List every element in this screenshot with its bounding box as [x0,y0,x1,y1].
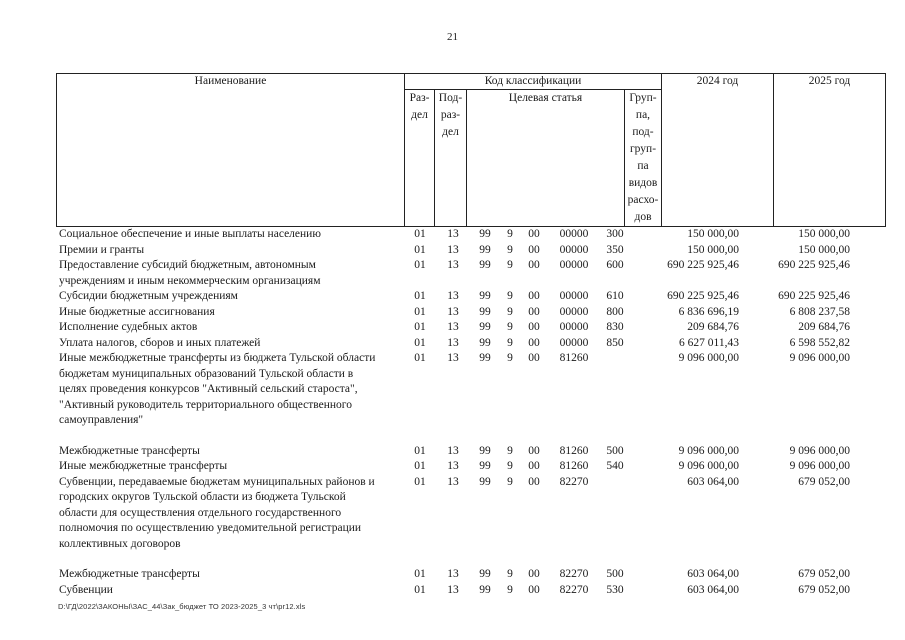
row-code-p: 13 [447,568,459,580]
row-code-c1: 99 [479,475,491,488]
row-code-p: 13 [447,583,459,596]
table-row [56,227,853,243]
header-gruppa [625,90,662,227]
page-number: 21 [447,31,458,43]
row-name [59,258,404,289]
row-code-g: 530 [606,583,624,596]
row-code-c3: 00 [528,444,540,457]
row-code-c1: 99 [479,228,491,240]
row-value-2024: 690 225 925,46 [667,290,739,302]
row-code-c1: 99 [479,259,491,271]
row-code-c1: 99 [479,321,491,333]
row-value-2025: 9 096 000,00 [789,352,850,364]
row-value-2025: 679 052,00 [798,568,850,580]
table-row [56,567,853,583]
row-code-c3: 00 [528,321,540,333]
row-name [59,227,404,243]
header-name: Наименование [57,74,405,227]
row-code-p: 13 [447,460,459,472]
row-name-line: целях проведения конкурсов "Активный сельский староста", [59,383,358,395]
row-code-g: 800 [606,305,624,318]
row-name-line: коллективных договоров [59,537,181,550]
row-code-g: 500 [606,444,624,457]
header-word: па, [635,109,651,121]
row-code-c1: 99 [479,583,491,596]
row-code-c1: 99 [479,444,491,457]
row-value-2024: 9 096 000,00 [678,444,739,457]
header-code: Код классификации [405,74,662,90]
row-code-c4: 00000 [559,228,589,240]
row-value-2024: 209 684,76 [687,321,739,333]
row-value-2025: 6 808 237,58 [789,305,850,318]
row-code-c2: 9 [507,475,513,488]
header-word: дов [634,211,652,223]
table-row [56,459,853,475]
row-code-r: 01 [414,460,426,472]
row-name-line: Уплата налогов, сборов и иных платежей [59,336,261,349]
row-name [59,336,404,352]
row-name-line: бюджетам муниципальных образований Тульской области в [59,367,354,380]
table-row [56,243,853,259]
table-row [56,475,853,568]
row-value-2024: 9 096 000,00 [678,352,739,364]
row-name [59,289,404,305]
row-code-r: 01 [414,568,426,580]
row-code-c3: 00 [528,583,540,596]
row-code-r: 01 [414,336,426,349]
row-code-c4: 00000 [559,336,589,349]
row-value-2024: 150 000,00 [687,228,739,240]
table-row [56,351,853,444]
row-value-2024: 6 836 696,19 [678,305,739,318]
header-word: па [637,160,649,172]
row-code-g: 540 [606,460,624,472]
header-word: дел [411,109,428,121]
row-code-r: 01 [414,259,426,271]
header-celevaya: Целевая статья [467,90,625,227]
row-code-p: 13 [447,336,459,349]
row-name [59,444,404,460]
header-word: Груп- [629,92,657,104]
row-code-c3: 00 [528,305,540,318]
row-code-p: 13 [447,444,459,457]
row-code-c2: 9 [507,568,513,580]
row-code-c4: 00000 [559,243,589,256]
row-code-r: 01 [414,290,426,302]
row-value-2025: 690 225 925,46 [778,290,850,302]
row-code-c3: 00 [528,475,540,488]
row-code-c2: 9 [507,243,513,256]
row-code-c1: 99 [479,568,491,580]
row-code-r: 01 [414,321,426,333]
row-code-c2: 9 [507,352,513,364]
table-row [56,336,853,352]
row-code-c3: 00 [528,460,540,472]
row-code-c4: 00000 [559,259,589,271]
header-word: дел [442,126,459,138]
row-code-c3: 00 [528,336,540,349]
row-code-g: 500 [606,568,624,580]
header-word: видов [628,177,658,189]
header-word: под- [632,126,654,138]
header-word: раз- [440,109,461,121]
row-code-p: 13 [447,475,459,488]
row-name-line: Исполнение судебных актов [59,321,198,333]
header-podrazdel-text [435,90,466,141]
row-value-2024: 150 000,00 [687,243,739,256]
row-name-line: учреждениям и иным некоммерческим организациям [59,274,321,287]
row-code-c1: 99 [479,290,491,302]
row-name [59,475,404,553]
row-name [59,567,404,583]
table-row [56,289,853,305]
row-name [59,243,404,259]
row-value-2024: 9 096 000,00 [678,460,739,472]
row-code-c2: 9 [507,259,513,271]
row-code-c1: 99 [479,336,491,349]
header-word: Под- [438,92,463,104]
row-code-c2: 9 [507,583,513,596]
header-gruppa-text [625,90,661,226]
row-name-line: "Активный руководитель территориального общественного [59,398,352,411]
row-name-line: области для осуществления отдельного государственного [59,506,342,519]
row-value-2024: 603 064,00 [687,475,739,488]
table-row [56,320,853,336]
row-code-c2: 9 [507,444,513,457]
row-code-p: 13 [447,352,459,364]
row-code-r: 01 [414,583,426,596]
row-code-c3: 00 [528,352,540,364]
row-code-r: 01 [414,228,426,240]
row-code-p: 13 [447,228,459,240]
header-word: груп- [629,143,657,155]
row-value-2025: 9 096 000,00 [789,444,850,457]
row-code-c1: 99 [479,460,491,472]
row-code-c4: 82270 [559,568,589,580]
row-code-c3: 00 [528,243,540,256]
row-code-p: 13 [447,321,459,333]
row-code-c4: 81260 [559,352,589,364]
row-code-c3: 00 [528,228,540,240]
row-code-r: 01 [414,352,426,364]
row-value-2024: 690 225 925,46 [667,259,739,271]
row-code-g: 600 [606,259,624,271]
row-code-g: 830 [606,321,624,333]
row-code-p: 13 [447,243,459,256]
row-name-line: Предоставление субсидий бюджетным, автономным [59,259,316,271]
row-code-c2: 9 [507,460,513,472]
row-name-line: Субвенции, передаваемые бюджетам муниципальных районов и [59,475,375,488]
row-code-c2: 9 [507,228,513,240]
row-name-line: городских округов Тульской области из бюджета Тульской [59,491,346,503]
table-row [56,583,853,599]
row-code-r: 01 [414,444,426,457]
row-code-p: 13 [447,305,459,318]
row-name-line: Межбюджетные трансферты [59,568,200,580]
row-value-2025: 690 225 925,46 [778,259,850,271]
row-value-2024: 603 064,00 [687,568,739,580]
row-code-r: 01 [414,243,426,256]
row-value-2025: 679 052,00 [798,475,850,488]
row-code-r: 01 [414,305,426,318]
footer-file-path: D:\ГД\2022\ЗАКОНЫ\ЗАС_44\Зак_бюджет ТО 2023-2025_3 чт\pr12.xls [58,602,306,611]
row-name-line: Субсидии бюджетным учреждениям [59,290,238,302]
row-code-c1: 99 [479,352,491,364]
table-row [56,258,853,289]
row-code-g: 610 [606,290,624,302]
table-row [56,444,853,460]
row-code-p: 13 [447,290,459,302]
row-code-c4: 82270 [559,583,589,596]
table-body [56,227,853,598]
table-header [56,73,886,227]
row-code-c4: 00000 [559,321,589,333]
row-name [59,351,404,429]
row-name-line: Иные межбюджетные трансферты из бюджета Тульской области [59,352,376,364]
header-word: расхо- [627,194,659,206]
row-code-p: 13 [447,259,459,271]
header-year-2025: 2025 год [774,74,886,227]
row-name-line: Социальное обеспечение и иные выплаты населению [59,228,321,240]
row-value-2025: 209 684,76 [798,321,850,333]
row-name [59,320,404,336]
row-name-line: Субвенции [59,583,113,596]
row-code-c4: 82270 [559,475,589,488]
budget-table [56,73,853,598]
row-code-c3: 00 [528,290,540,302]
row-name-line: полномочия по осуществлению уведомительной регистрации [59,522,362,534]
header-razdel [405,90,435,227]
row-code-c3: 00 [528,568,540,580]
row-name [59,583,404,599]
header-year-2024: 2024 год [662,74,774,227]
row-code-c1: 99 [479,305,491,318]
row-code-c1: 99 [479,243,491,256]
row-name-line: самоуправления" [59,414,144,426]
row-name-line: Иные межбюджетные трансферты [59,460,228,472]
header-razdel-text [405,90,434,124]
row-value-2024: 6 627 011,43 [679,336,739,349]
row-name-line: Премии и гранты [59,243,145,256]
row-code-r: 01 [414,475,426,488]
row-code-c2: 9 [507,321,513,333]
row-value-2025: 679 052,00 [798,583,850,596]
row-code-c2: 9 [507,336,513,349]
row-code-c4: 81260 [559,444,589,457]
row-code-c2: 9 [507,305,513,318]
row-value-2025: 150 000,00 [798,243,850,256]
row-value-2024: 603 064,00 [687,583,739,596]
row-value-2025: 150 000,00 [798,228,850,240]
row-code-c4: 81260 [559,460,589,472]
row-name [59,305,404,321]
row-code-c4: 00000 [559,290,589,302]
row-name [59,459,404,475]
row-name-line: Межбюджетные трансферты [59,444,200,457]
row-value-2025: 9 096 000,00 [789,460,850,472]
header-word: Раз- [409,92,430,104]
row-code-g: 350 [606,243,624,256]
row-code-c4: 00000 [559,305,589,318]
row-code-c3: 00 [528,259,540,271]
row-code-g: 850 [606,336,624,349]
row-code-g: 300 [606,228,624,240]
row-name-line: Иные бюджетные ассигнования [59,305,215,318]
row-value-2025: 6 598 552,82 [789,336,850,349]
header-podrazdel [435,90,467,227]
row-code-c2: 9 [507,290,513,302]
table-row [56,305,853,321]
